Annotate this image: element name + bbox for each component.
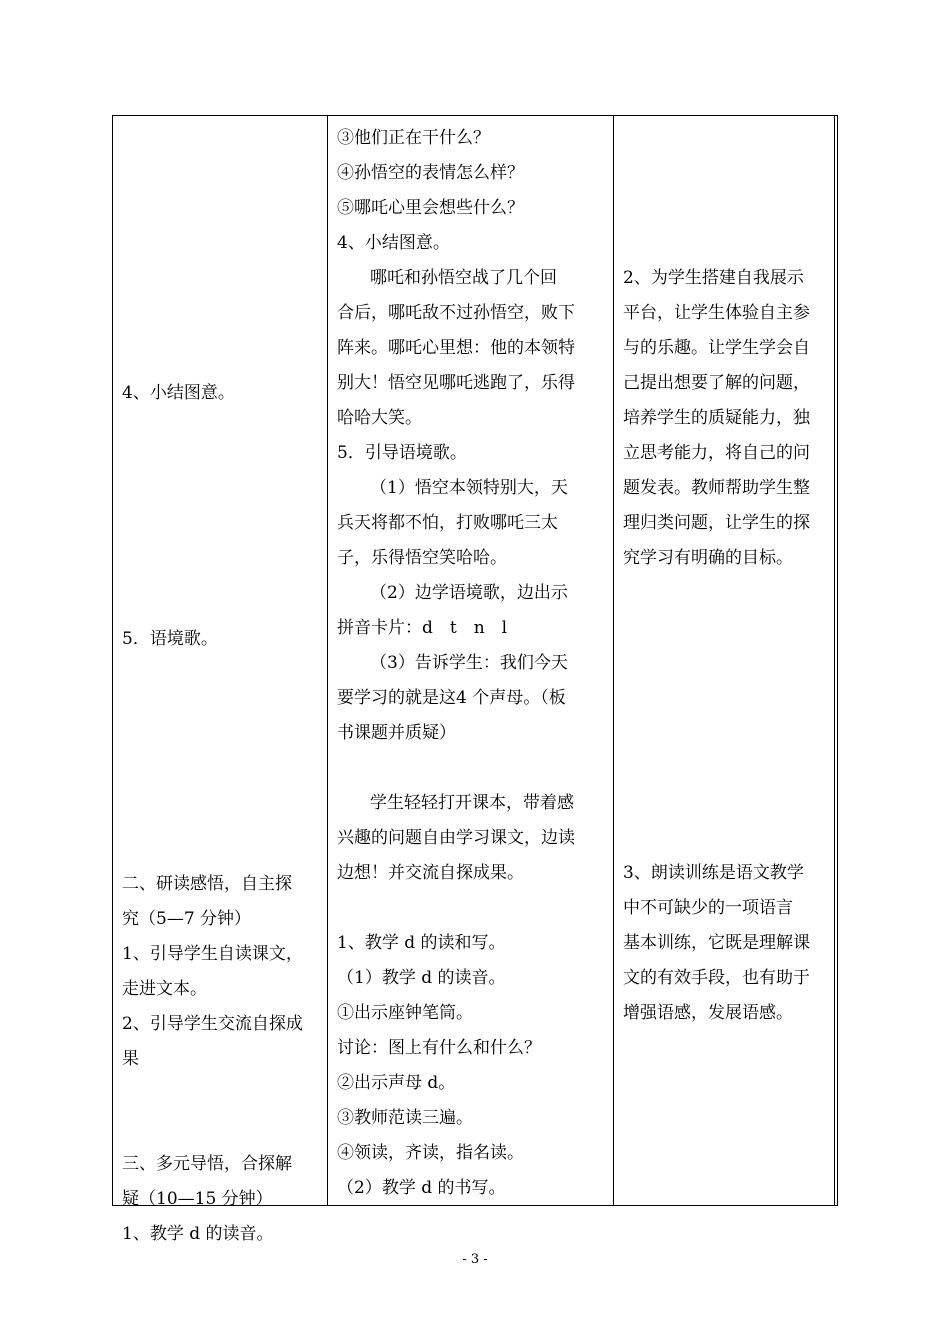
lesson-plan-table bbox=[112, 115, 838, 1244]
text-line: 基本训练，它既是理解课 bbox=[623, 933, 810, 953]
text-line: 三、多元导悟，合探解 bbox=[122, 1154, 292, 1174]
text-line: 合后，哪吒敌不过孙悟空，败下 bbox=[337, 303, 575, 323]
text-line: （2）教学 d 的书写。 bbox=[337, 1178, 506, 1198]
text-line: 3、朗读训练是语文教学 bbox=[623, 863, 804, 883]
text-line: 别大！悟空见哪吒逃跑了，乐得 bbox=[337, 373, 575, 393]
design-intent-column bbox=[614, 116, 836, 1205]
text-line: 阵来。哪吒心里想：他的本领特 bbox=[337, 338, 575, 358]
activities-column bbox=[328, 116, 614, 1205]
text-line: 1、教学 d 的读和写。 bbox=[337, 933, 506, 953]
text-line: 讨论：图上有什么和什么？ bbox=[337, 1038, 541, 1058]
text-line: 与的乐趣。让学生学会自 bbox=[623, 338, 810, 358]
text-line: 2、引导学生交流自探成 bbox=[122, 1014, 303, 1034]
text-line: ④孙悟空的表情怎么样？ bbox=[337, 163, 524, 183]
text-line: ②出示声母 d。 bbox=[337, 1073, 456, 1093]
text-line: 1、教学 d 的读音。 bbox=[122, 1224, 274, 1244]
text-line: 究（5—7 分钟） bbox=[122, 909, 252, 929]
text-line: 拼音卡片：d t n l bbox=[337, 618, 508, 638]
text-line: （3）告诉学生：我们今天 bbox=[370, 653, 568, 673]
page-number: - 3 - bbox=[462, 1252, 488, 1267]
text-line: 5．语境歌。 bbox=[122, 629, 218, 649]
teaching-steps-column bbox=[113, 116, 328, 1244]
text-line: （1）教学 d 的读音。 bbox=[337, 968, 506, 988]
text-line: 学生轻轻打开课本，带着感 bbox=[370, 793, 574, 813]
text-line: ③他们正在干什么？ bbox=[337, 128, 490, 148]
text-line: 究学习有明确的目标。 bbox=[623, 548, 793, 568]
text-line: 要学习的就是这4 个声母。（板 bbox=[337, 688, 566, 708]
text-line: 果 bbox=[122, 1049, 139, 1069]
text-line: 平台，让学生体验自主参 bbox=[623, 303, 810, 323]
text-line: 边想！并交流自探成果。 bbox=[337, 863, 524, 883]
text-line: 文的有效手段，也有助于 bbox=[623, 968, 810, 988]
text-line: 哪吒和孙悟空战了几个回 bbox=[370, 268, 557, 288]
text-line: 兵天将都不怕，打败哪吒三太 bbox=[337, 513, 558, 533]
text-line: 中不可缺少的一项语言 bbox=[623, 898, 793, 918]
text-line: 理归类问题，让学生的探 bbox=[623, 513, 810, 533]
text-line: 立思考能力，将自己的问 bbox=[623, 443, 810, 463]
text-line: ①出示座钟笔筒。 bbox=[337, 1003, 473, 1023]
text-line: 己提出想要了解的问题， bbox=[623, 373, 810, 393]
text-line: ⑤哪吒心里会想些什么？ bbox=[337, 198, 524, 218]
text-line: 二、研读感悟，自主探 bbox=[122, 874, 292, 894]
text-line: ③教师范读三遍。 bbox=[337, 1108, 473, 1128]
text-line: 增强语感，发展语感。 bbox=[623, 1003, 793, 1023]
text-line: 2、为学生搭建自我展示 bbox=[623, 268, 804, 288]
text-line: （2）边学语境歌，边出示 bbox=[370, 583, 568, 603]
text-line: 培养学生的质疑能力，独 bbox=[623, 408, 810, 428]
text-line: 兴趣的问题自由学习课文，边读 bbox=[337, 828, 575, 848]
text-line: 4、小结图意。 bbox=[122, 383, 235, 403]
text-line: ④领读，齐读，指名读。 bbox=[337, 1143, 524, 1163]
text-line: 哈哈大笑。 bbox=[337, 408, 422, 428]
text-line: 疑（10—15 分钟） bbox=[122, 1189, 273, 1209]
text-line: 书课题并质疑） bbox=[337, 723, 456, 743]
text-line: 4、小结图意。 bbox=[337, 233, 450, 253]
text-line: 走进文本。 bbox=[122, 979, 207, 999]
text-line: 题发表。教师帮助学生整 bbox=[623, 478, 810, 498]
text-line: 1、引导学生自读课文， bbox=[122, 944, 303, 964]
text-line: 5．引导语境歌。 bbox=[337, 443, 467, 463]
text-line: 子，乐得悟空笑哈哈。 bbox=[337, 548, 507, 568]
text-line: （1）悟空本领特别大，天 bbox=[370, 478, 568, 498]
